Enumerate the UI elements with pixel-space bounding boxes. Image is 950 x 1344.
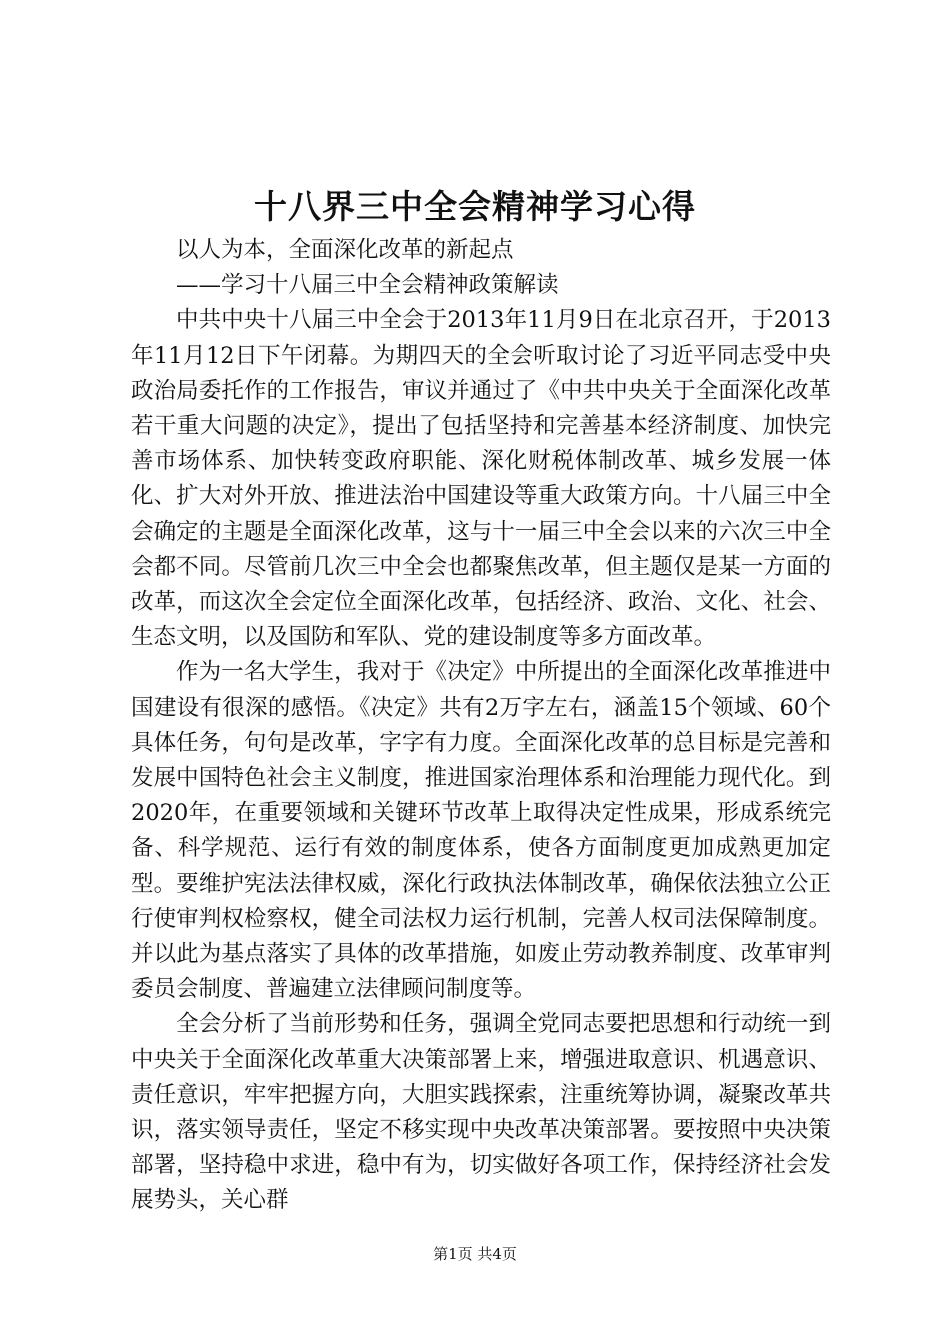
document-title: 十八界三中全会精神学习心得 [254,187,696,226]
document-body [131,233,831,1219]
page-number-footer: 第1页 共4页 [433,1245,517,1263]
paragraph-2: 作为一名大学生，我对于《决定》中所提出的全面深化改革推进中国建设有很深的感悟。《决定》共有2万字左右，涵盖15个领域、60个具体任务，句句是改革，字字有力度。全面深化改革的总目标是完善和发展中国特色社会主义制度，推进国家治理体系和治理能力现代化。到2020年，在重要领域和关键环节改革上取得决定性成果，形成系统完备、科学规范、运行有效的制度体系，使各方面制度更加成熟更加定型。要维护宪法法律权威，深化行政执法体制改革，确保依法独立公正行使审判权检察权，健全司法权力运行机制，完善人权司法保障制度。并以此为基点落实了具体的改革措施，如废止劳动教养制度、改革审判委员会制度、普遍建立法律顾问制度等。 [131,659,831,1003]
paragraph-1: 中共中央十八届三中全会于2013年11月9日在北京召开，于2013年11月12日下午闭幕。为期四天的全会听取讨论了习近平同志受中央政治局委托作的工作报告，审议并通过了《中共中央关于全面深化改革若干重大问题的决定》，提出了包括坚持和完善基本经济制度、加快完善市场体系、加快转变政府职能、深化财税体制改革、城乡发展一体化、扩大对外开放、推进法治中国建设等重大政策方向。十八届三中全会确定的主题是全面深化改革，这与十一届三中全会以来的六次三中全会都不同。尽管前几次三中全会也都聚焦改革，但主题仅是某一方面的改革，而这次全会定位全面深化改革，包括经济、政治、文化、社会、生态文明，以及国防和军队、党的建设制度等多方面改革。 [131,307,831,651]
paragraph-3: 全会分析了当前形势和任务，强调全党同志要把思想和行动统一到中央关于全面深化改革重大决策部署上来，增强进取意识、机遇意识、责任意识，牢牢把握方向，大胆实践探索，注重统筹协调，凝聚改革共识，落实领导责任，坚定不移实现中央改革决策部署。要按照中央决策部署，坚持稳中求进，稳中有为，切实做好各项工作，保持经济社会发展势头，关心群 [131,1011,831,1214]
subtitle-line-2: ——学习十八届三中全会精神政策解读 [176,272,559,299]
subtitle-line-1: 以人为本，全面深化改革的新起点 [176,237,514,263]
